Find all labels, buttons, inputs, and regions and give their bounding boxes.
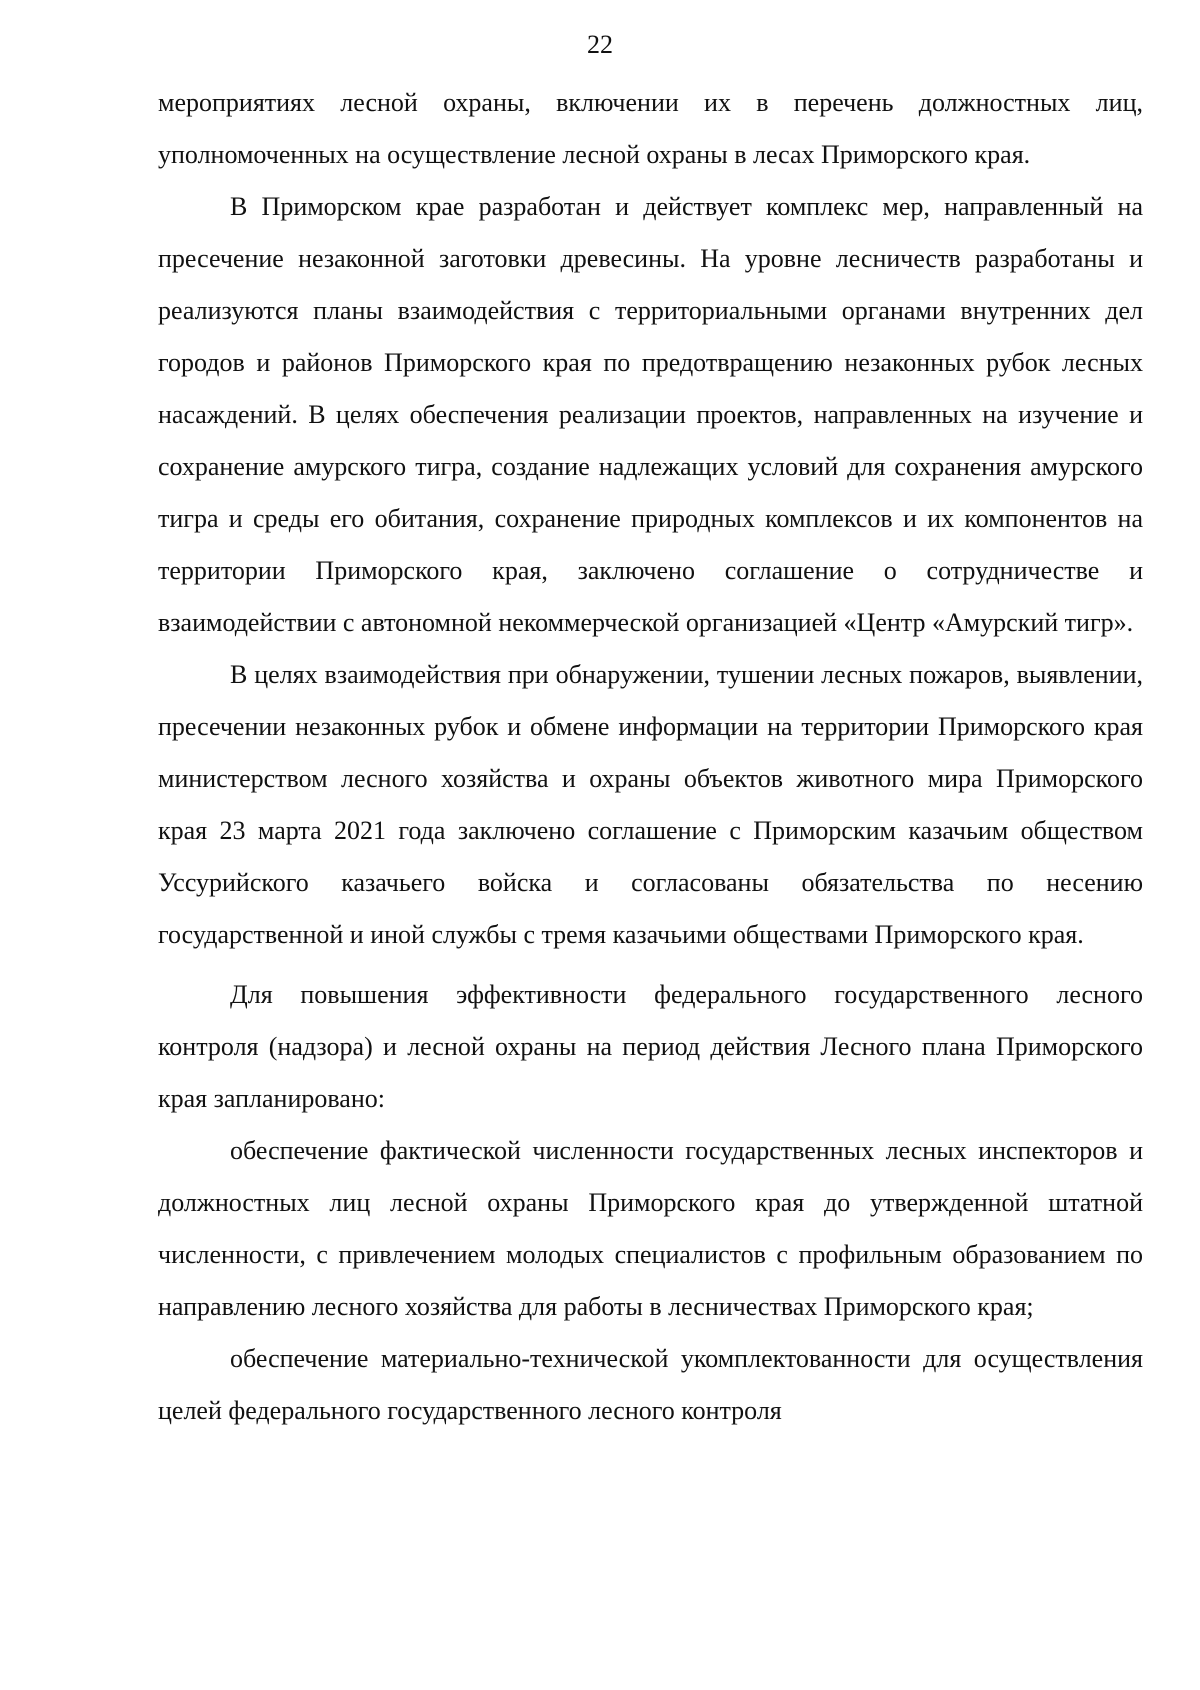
paragraph-cossack-agreement: В целях взаимодействия при обнаружении, тушении лесных пожаров, выявлении, пресечении незаконных рубок и обмене информации на территории Приморского края министерством лесного хозяйства и охраны объектов животного мира Приморского края 23 марта 2021 года заключено соглашение с Приморским казачьим обществом Уссурийского казачьего войска и согласованы обязательства по несению государственной и иной службы с тремя казачьими обществами Приморского края. — [158, 660, 1143, 949]
paragraph-illegal-logging-measures: В Приморском крае разработан и действует комплекс мер, направленный на пресечение незаконной заготовки древесины. На уровне лесничеств разработаны и реализуются планы взаимодействия с территориальными органами внутренних дел городов и районов Приморского края по предотвращению незаконных рубок лесных насаждений. В целях обеспечения реализации проектов, направленных на изучение и сохранение амурского тигра, создание надлежащих условий для сохранения амурского тигра и среды его обитания, сохранение природных комплексов и их компонентов на территории Приморского края, заключено соглашение о сотрудничестве и взаимодействии с автономной некоммерческой организацией «Центр «Амурский тигр». — [158, 192, 1143, 637]
page-number: 22 — [587, 30, 613, 59]
paragraph-planned-measures: Для повышения эффективности федерального государственного лесного контроля (надзора) и лесной охраны на период действия Лесного плана Приморского края запланировано: — [158, 980, 1143, 1113]
paragraph-equipment: обеспечение материально-технической укомплектованности для осуществления целей федерального государственного лесного контроля — [158, 1344, 1143, 1425]
paragraph-continuation: мероприятиях лесной охраны, включении их в перечень должностных лиц, уполномоченных на осуществление лесной охраны в лесах Приморского края. — [158, 88, 1143, 169]
paragraph-staffing: обеспечение фактической численности государственных лесных инспекторов и должностных лиц лесной охраны Приморского края до утвержденной штатной численности, с привлечением молодых специалистов с профильным образованием по направлению лесного хозяйства для работы в лесничествах Приморского края; — [158, 1136, 1143, 1321]
document-body — [158, 77, 1143, 1437]
